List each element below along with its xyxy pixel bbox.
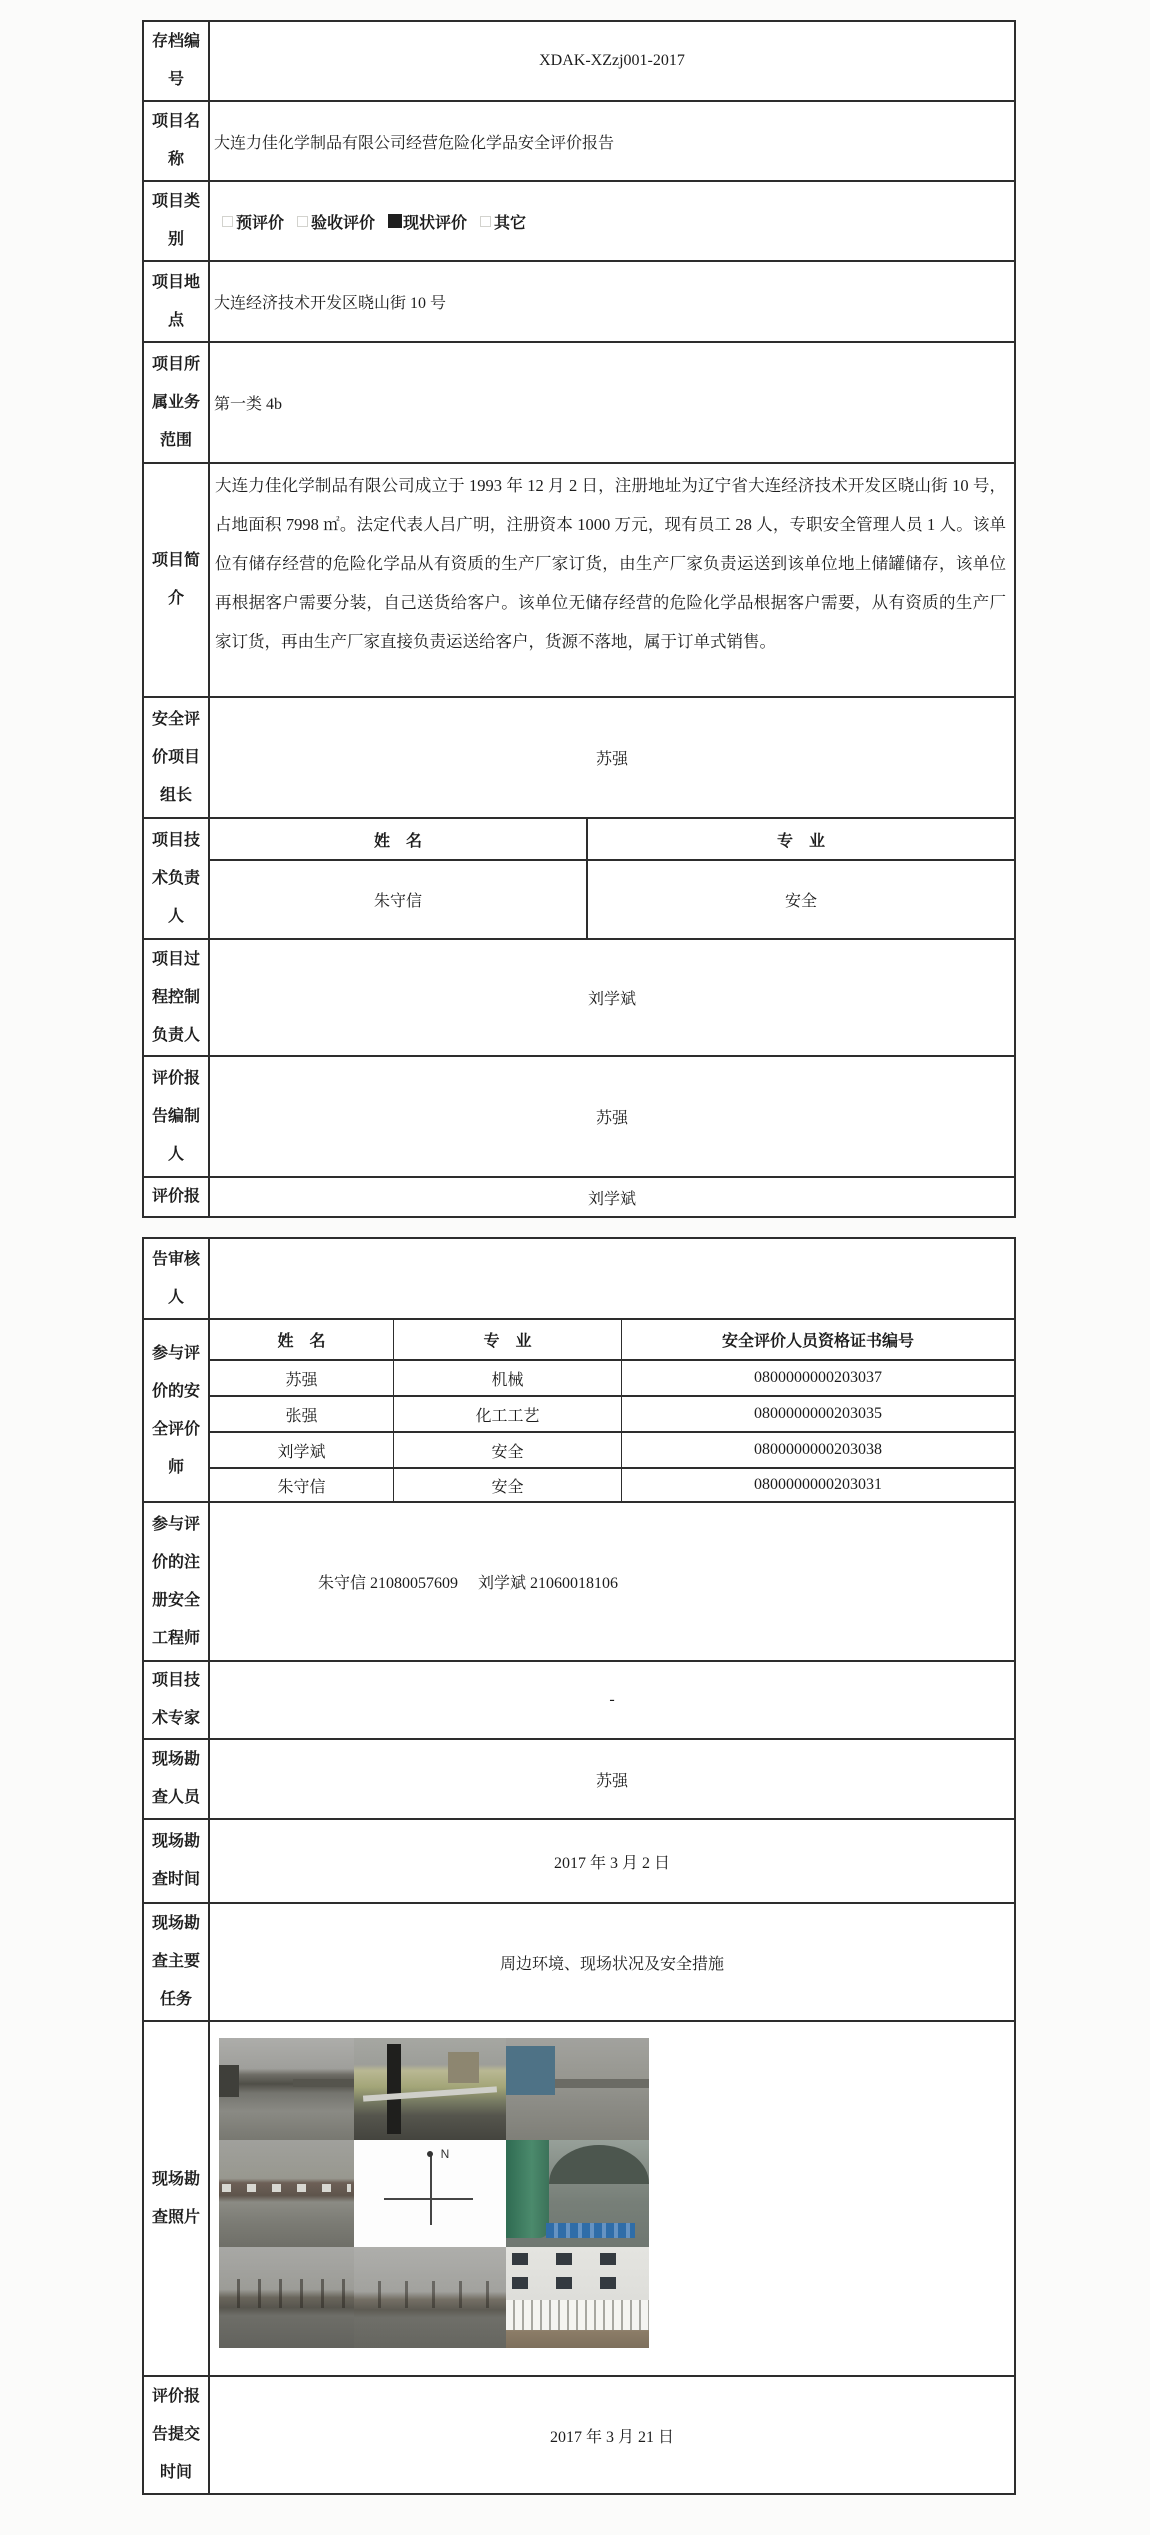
evaluator-cert: 0800000000203038 [754,1441,882,1458]
tech-head-header-row [210,819,1014,861]
evaluator-cert: 0800000000203035 [754,1405,882,1422]
option-status-evaluation [388,210,467,233]
site-photo-storage-tanks-pipelines [354,2038,506,2140]
checkbox-unchecked-icon [480,216,491,227]
tech-head-name: 朱守信 [210,861,588,938]
north-arrow-icon [427,2151,433,2157]
survey-date-value: 2017 年 3 月 2 日 [553,1854,670,1872]
report-reviewer-label-part2: 告审核人 [144,1239,210,1318]
option-other [480,210,526,233]
site-photo-waterfront-plant-view [219,2038,354,2140]
name-column-header: 姓 名 [210,1320,394,1359]
table-block-2 [142,1237,1016,2495]
evaluator-name: 张强 [210,1397,394,1431]
process-control-label: 项目过程控制负责人 [144,940,210,1055]
row-tech-head [144,817,1014,938]
row-project-location [144,260,1014,341]
row-submit-date [144,2375,1014,2493]
report-reviewer-value: 刘学斌 [587,1190,636,1208]
name-column-header: 姓 名 [210,819,588,859]
row-team-leader [144,696,1014,817]
row-report-author [144,1055,1014,1176]
evaluator-major: 机械 [394,1361,622,1395]
evaluator-cert: 0800000000203031 [754,1476,882,1493]
site-photo-blue-treatment-structure [506,2038,649,2140]
checkbox-unchecked-icon [222,216,233,227]
cert-column-header: 安全评价人员资格证书编号 [721,1333,914,1350]
report-reviewer-empty-value [210,1239,1014,1318]
evaluator-row [210,1431,1014,1467]
evaluator-row [210,1467,1014,1501]
site-photo-two-story-factory-building [219,2140,354,2247]
option-acceptance-evaluation [297,210,375,233]
evaluators-label: 参与评价的安全评价师 [144,1320,210,1501]
survey-staff-value: 苏强 [595,1772,628,1790]
tech-head-major: 安全 [784,893,817,910]
north-label: N [440,2147,450,2162]
survey-tasks-value: 周边环境、现场状况及安全措施 [499,1955,724,1973]
evaluators-subtable [210,1320,1014,1501]
team-leader-value: 苏强 [595,751,628,768]
site-photo-bare-trees-wet-yard [219,2247,354,2348]
north-arrow-line [430,2154,432,2225]
option-label: 其它 [494,214,527,232]
site-photo-fence-line-wet-yard [354,2247,506,2348]
project-summary-label: 项目简介 [144,464,210,696]
submit-date-label: 评价报告提交时间 [144,2377,210,2493]
evaluator-row [210,1359,1014,1395]
evaluator-major: 安全 [394,1433,622,1467]
evaluator-name: 刘学斌 [210,1433,394,1467]
report-author-label: 评价报告编制人 [144,1057,210,1176]
survey-tasks-label: 现场勘查主要任务 [144,1904,210,2020]
site-photo-white-office-building-and-fence [506,2247,649,2348]
project-category-options [210,182,1014,260]
business-scope-label: 项目所属业务范围 [144,343,210,462]
survey-photos-value [210,2022,1014,2375]
row-report-reviewer-part2 [144,1239,1014,1318]
row-project-category [144,180,1014,260]
tech-head-label: 项目技术负责人 [144,819,210,938]
report-author-value: 苏强 [595,1110,628,1127]
evaluator-major: 安全 [394,1469,622,1501]
registered-engineers-value: 朱守信 21080057609 刘学斌 21060018106 [318,1575,619,1592]
team-leader-label: 安全评价项目组长 [144,698,210,817]
project-location-label: 项目地点 [144,262,210,341]
evaluator-name: 苏强 [210,1361,394,1395]
project-category-label: 项目类别 [144,182,210,260]
option-label: 现状评价 [403,214,468,232]
major-column-header: 专 业 [394,1320,622,1359]
row-process-control [144,938,1014,1055]
tech-head-data-row [210,861,1014,938]
checkbox-unchecked-icon [297,216,308,227]
row-survey-photos [144,2020,1014,2375]
row-survey-staff [144,1738,1014,1818]
business-scope-value: 第一类 4b [214,396,283,413]
option-label: 预评价 [236,214,285,232]
registered-engineers-label: 参与评价的注册安全工程师 [144,1503,210,1660]
major-column-header: 专 业 [776,832,825,850]
survey-date-label: 现场勘查时间 [144,1820,210,1902]
tech-experts-label: 项目技术专家 [144,1662,210,1738]
row-project-name [144,100,1014,180]
evaluator-name: 朱守信 [210,1469,394,1501]
project-name-value: 大连力佳化学制品有限公司经营危险化学品安全评价报告 [214,134,615,152]
tech-experts-value: - [609,1691,615,1708]
process-control-value: 刘学斌 [587,991,636,1008]
site-photo-green-storage-tank-area [506,2140,649,2247]
photo-grid [219,2038,1014,2348]
survey-staff-label: 现场勘查人员 [144,1740,210,1818]
option-label: 验收评价 [311,214,376,232]
row-survey-date [144,1818,1014,1902]
row-tech-experts [144,1660,1014,1738]
row-evaluators [144,1318,1014,1501]
evaluator-major: 化工工艺 [394,1397,622,1431]
project-summary-value: 大连力佳化学制品有限公司成立于 1993 年 12 月 2 日，注册地址为辽宁省大连经济技术开发区晓山街 10 号，占地面积 7998 ㎡。法定代表人吕广明，注册资本 1000 万元，现有员工 28 人，专职安全管理人员 1 人。该单位有储存经营的危险化学品从有资质的生产厂家订货，由生产厂家负责运送到该单位地上储罐储存，该单位再根据客户需要分装，自己送货给客户。该单位无储存经营的危险化学品根据客户需要，从有资质的生产厂家订货，再由生产厂家直接负责运送给客户，货源不落地，属于订单式销售。 [215,476,1006,651]
site-plan-north-arrow [354,2140,506,2247]
option-pre-evaluation [222,210,284,233]
table-block-1 [142,20,1016,1218]
tech-head-subtable [210,819,1014,938]
submit-date-value: 2017 年 3 月 21 日 [549,2428,674,2446]
archive-number-label: 存档编号 [144,22,210,100]
report-reviewer-label-part1: 评价报 [144,1178,210,1216]
row-archive-number [144,22,1014,100]
compass-crosshair-line [384,2198,472,2200]
row-registered-engineers [144,1501,1014,1660]
project-location-value: 大连经济技术开发区晓山街 10 号 [214,295,447,312]
evaluator-cert: 0800000000203037 [754,1369,882,1386]
checkbox-checked-icon [388,214,402,228]
project-name-label: 项目名称 [144,102,210,180]
row-survey-tasks [144,1902,1014,2020]
row-project-summary [144,462,1014,696]
evaluators-header-row [210,1320,1014,1359]
row-report-reviewer-part1 [144,1176,1014,1216]
archive-number-value: XDAK-XZzj001-2017 [539,52,685,69]
evaluator-row [210,1395,1014,1431]
survey-photos-label: 现场勘查照片 [144,2022,210,2375]
row-business-scope [144,341,1014,462]
